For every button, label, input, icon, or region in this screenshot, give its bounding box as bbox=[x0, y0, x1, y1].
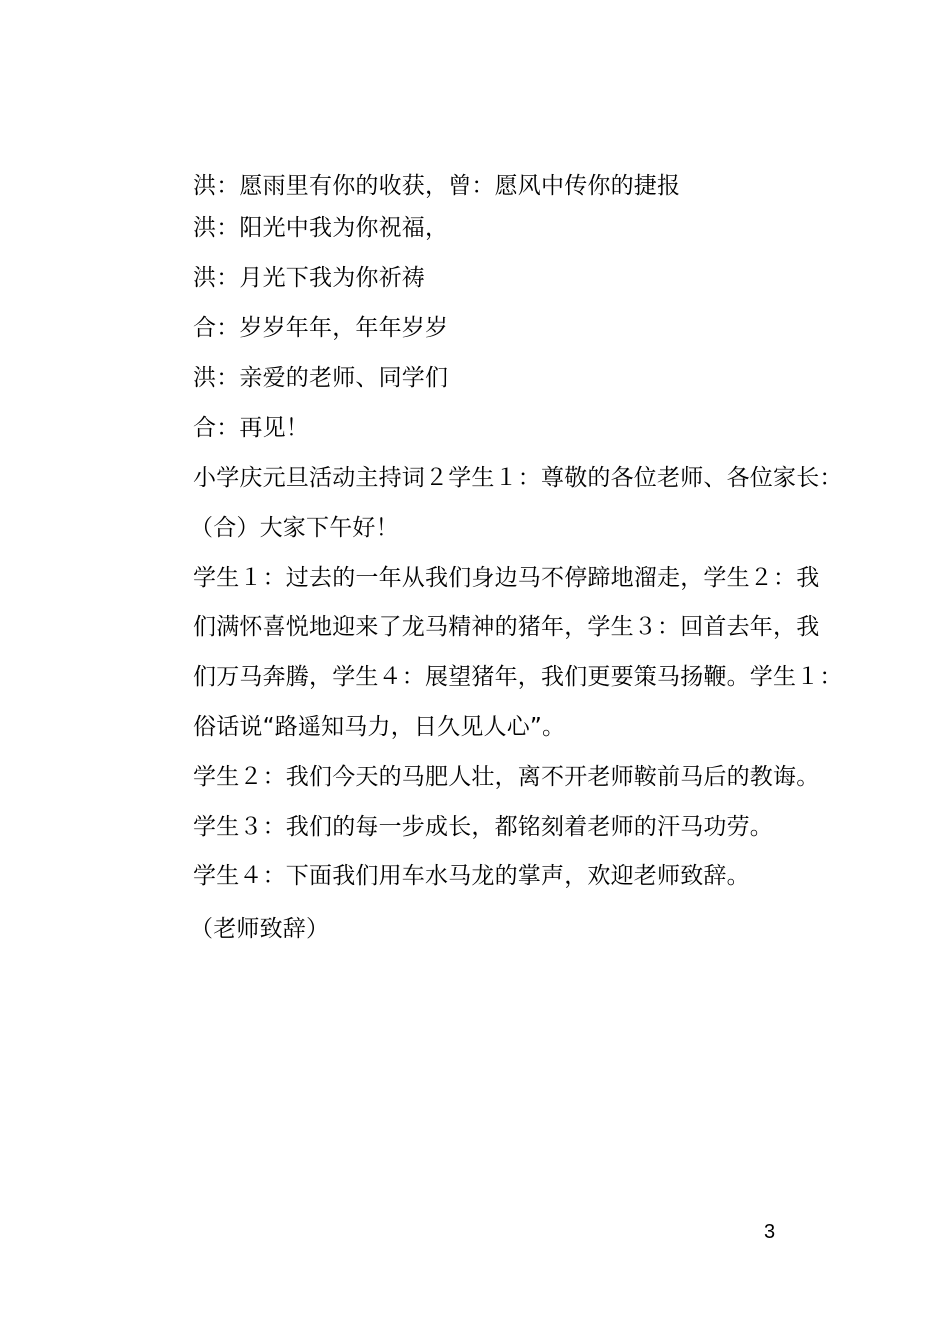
text-line-15: 学生４：下面我们用车水马龙的掌声，欢迎老师致辞。 bbox=[193, 863, 750, 889]
text-line-6: 合：再见！ bbox=[193, 415, 309, 441]
page-number: 3 bbox=[764, 1221, 776, 1243]
text-line-3: 洪：月光下我为你祈祷 bbox=[193, 265, 425, 291]
text-line-14: 学生３：我们的每一步成长，都铭刻着老师的汗马功劳。 bbox=[193, 814, 773, 840]
text-line-10: 们满怀喜悦地迎来了龙马精神的猪年，学生３：回首去年，我 bbox=[193, 614, 820, 640]
text-line-1: 洪：愿雨里有你的收获，曾：愿风中传你的捷报 bbox=[193, 173, 681, 199]
text-line-16: （老师致辞） bbox=[190, 916, 330, 942]
text-line-11: 们万马奔腾，学生４：展望猪年，我们更要策马扬鞭。学生１： bbox=[193, 664, 843, 690]
text-line-4: 合：岁岁年年，年年岁岁 bbox=[193, 315, 449, 341]
text-line-7: 小学庆元旦活动主持词２学生１：尊敬的各位老师、各位家长： bbox=[193, 465, 843, 491]
text-line-13: 学生２：我们今天的马肥人壮，离不开老师鞍前马后的教诲。 bbox=[193, 764, 820, 790]
text-line-9: 学生１：过去的一年从我们身边马不停蹄地溜走，学生２：我 bbox=[193, 565, 820, 591]
text-line-12: 俗话说“路遥知马力，日久见人心”。 bbox=[193, 714, 566, 740]
text-line-8: （合）大家下午好！ bbox=[190, 515, 399, 541]
text-line-5: 洪：亲爱的老师、同学们 bbox=[193, 365, 449, 391]
text-line-2: 洪：阳光中我为你祝福， bbox=[193, 215, 449, 241]
